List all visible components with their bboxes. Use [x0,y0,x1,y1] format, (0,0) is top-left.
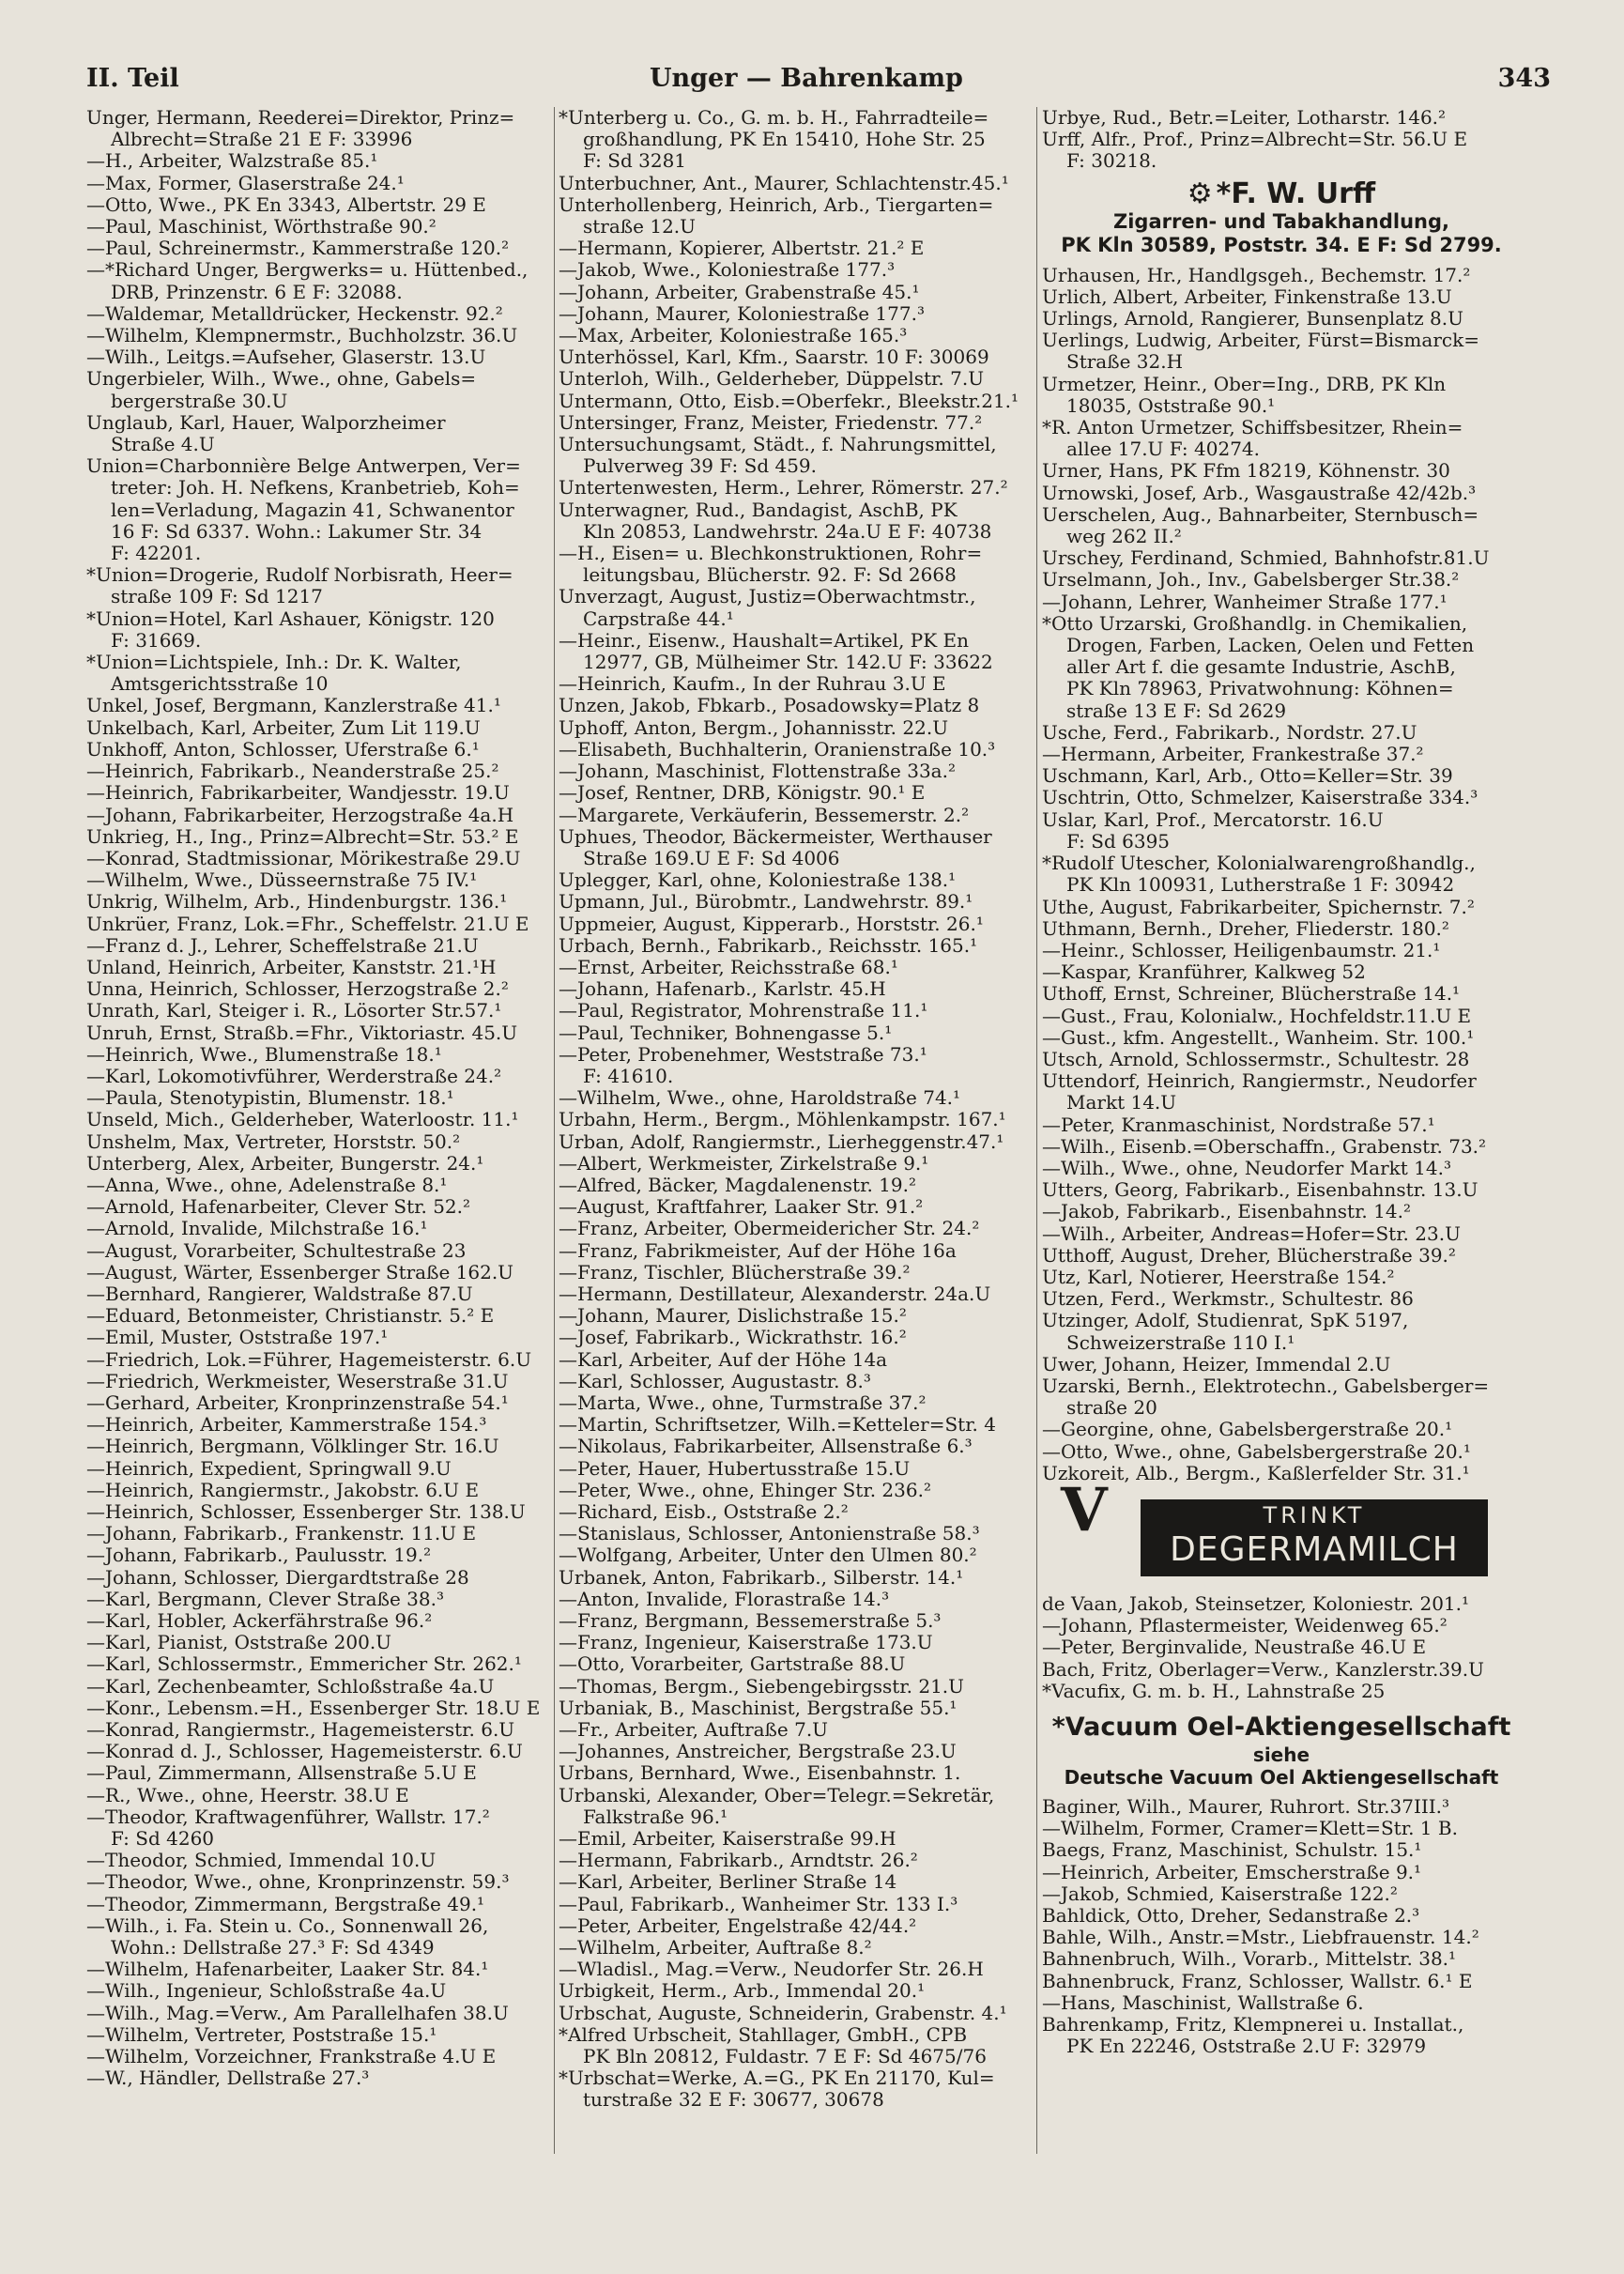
directory-entry: Amtsgerichtsstraße 10 [111,673,329,696]
page-header [86,64,1551,101]
directory-entry: Unzen, Jakob, Fbkarb., Posadowsky=Platz 8 [559,695,980,717]
directory-entry: PK Kln 78963, Privatwohnung: Köhnen= [1066,678,1454,700]
directory-entry: —Wilh., Ingenieur, Schloßstraße 4a.U [86,1980,447,2003]
directory-entry: Bahldick, Otto, Dreher, Sedanstraße 2.³ [1042,1905,1420,1928]
directory-entry: Unrath, Karl, Steiger i. R., Lösorter Str.57.¹ [86,1000,502,1022]
directory-entry: —Franz d. J., Lehrer, Scheffelstraße 21.U [86,934,479,957]
directory-entry: Unland, Heinrich, Arbeiter, Kanststr. 21.¹H [86,956,497,978]
directory-entry: —Johann, Maschinist, Flottenstraße 33a.² [559,761,956,783]
directory-entry: Urnowski, Josef, Arb., Wasgaustraße 42/42b.³ [1042,482,1477,504]
directory-entry: Urmetzer, Heinr., Ober=Ing., DRB, PK Kln [1042,373,1447,395]
directory-entry: *Vacufix, G. m. b. H., Lahnstraße 25 [1042,1680,1386,1702]
directory-entry: —Heinrich, Kaufm., In der Ruhrau 3.U E [559,673,946,696]
directory-entry: PK En 22246, Oststraße 2.U F: 32979 [1066,2036,1427,2058]
directory-entry: —Friedrich, Lok.=Führer, Hagemeisterstr. 6.U [86,1348,532,1371]
directory-entry: Uslar, Karl, Prof., Mercatorstr. 16.U [1042,808,1384,831]
directory-entry: —Georgine, ohne, Gabelsbergerstraße 20.¹ [1042,1419,1453,1441]
directory-entry: —August, Vorarbeiter, Schultestraße 23 [86,1239,467,1262]
directory-entry: Unkrig, Wilhelm, Arb., Hindenburgstr. 136.¹ [86,891,508,914]
directory-entry: Utters, Georg, Fabrikarb., Eisenbahnstr. 13.U [1042,1179,1478,1202]
milk-ad-box [1141,1499,1488,1576]
directory-entry: —Heinrich, Bergmann, Völklinger Str. 16.U [86,1436,499,1458]
directory-entry: —Karl, Lokomotivführer, Werderstraße 24.² [86,1065,502,1087]
directory-entry: —Hans, Maschinist, Wallstraße 6. [1042,1991,1364,2014]
degermamilch-advertisement [1042,1474,1521,1584]
column-3-top [1042,107,1521,173]
directory-entry: —Otto, Vorarbeiter, Gartstraße 88.U [559,1653,906,1676]
directory-entry: Unkel, Josef, Bergmann, Kanzlerstraße 41.¹ [86,695,501,717]
vacuum-ad-line2: Deutsche Vacuum Oel Aktiengesellschaft [1064,1766,1499,1789]
directory-entry: Union=Charbonnière Belge Antwerpen, Ver= [86,455,521,478]
directory-entry: Bahnenbruck, Franz, Schlosser, Wallstr. 6.¹ E [1042,1970,1473,1992]
directory-entry: —Bernhard, Rangierer, Waldstraße 87.U [86,1283,473,1305]
directory-entry: —Johann, Maurer, Koloniestraße 177.³ [559,302,925,325]
milk-ad-line1: TRINKT [1263,1501,1366,1529]
directory-entry: —Johann, Pflastermeister, Weidenweg 65.² [1042,1615,1448,1637]
directory-entry: Straße 32.H [1066,351,1184,374]
directory-entry: Unterbuchner, Ant., Maurer, Schlachtenstr.45.¹ [559,172,1009,194]
directory-entry: Markt 14.U [1066,1092,1177,1114]
directory-entry: —Franz, Arbeiter, Obermeidericher Str. 24.² [559,1218,980,1240]
directory-entry: —Alfred, Bäcker, Magdalenenstr. 19.² [559,1174,916,1196]
directory-entry: *Union=Drogerie, Rudolf Norbisrath, Heer= [86,564,513,587]
directory-entry: —Karl, Zechenbeamter, Schloßstraße 4a.U [86,1675,495,1698]
directory-entry: Urbanek, Anton, Fabrikarb., Silberstr. 14.¹ [559,1566,964,1589]
urff-ad-line1: Zigarren- und Tabakhandlung, [1113,209,1449,233]
directory-entry: Urschey, Ferdinand, Schmied, Bahnhofstr.81.U [1042,547,1490,570]
directory-entry: —*Richard Unger, Bergwerks= u. Hüttenbed., [86,259,529,282]
directory-entry: —Peter, Probenehmer, Weststraße 73.¹ [559,1043,927,1066]
directory-entry: Untertenwesten, Herm., Lehrer, Römerstr. 27.² [559,477,1008,499]
directory-entry: —Emil, Muster, Oststraße 197.¹ [86,1327,389,1349]
directory-entry: Uzarski, Bernh., Elektrotechn., Gabelsberger= [1042,1375,1490,1397]
directory-entry: —Karl, Arbeiter, Auf der Höhe 14a [559,1348,888,1371]
directory-entry: —Konrad, Stadtmissionar, Mörikestraße 29.U [86,847,521,869]
directory-entry: Urhausen, Hr., Handlgsgeh., Bechemstr. 17.² [1042,264,1471,286]
directory-entry: Schweizerstraße 110 I.¹ [1066,1331,1295,1354]
directory-entry: Pulverweg 39 F: Sd 459. [583,455,818,478]
directory-entry: F: Sd 6395 [1066,830,1171,853]
directory-entry: de Vaan, Jakob, Steinsetzer, Koloniestr. 201.¹ [1042,1592,1470,1615]
directory-entry: —Waldemar, Metalldrücker, Heckenstr. 92.² [86,302,503,325]
column-1 [86,107,601,2257]
directory-entry: —Karl, Hobler, Ackerfährstraße 96.² [86,1610,433,1633]
directory-entry: —Ernst, Arbeiter, Reichsstraße 68.¹ [559,956,898,978]
directory-entry: —Heinrich, Fabrikarb., Neanderstraße 25.² [86,761,499,783]
directory-entry: Unkrüer, Franz, Lok.=Fhr., Scheffelstr. 21.U E [86,913,529,935]
directory-entry: —Otto, Wwe., ohne, Gabelsbergerstraße 20.¹ [1042,1440,1471,1463]
directory-entry: —Hermann, Kopierer, Albertstr. 21.² E [559,238,925,260]
directory-entry: —Peter, Kranmaschinist, Nordstraße 57.¹ [1042,1114,1435,1136]
directory-entry: Uthe, August, Fabrikarbeiter, Spichernstr. 7.² [1042,896,1475,918]
directory-entry: Baegs, Franz, Maschinist, Schulstr. 15.¹ [1042,1839,1422,1862]
directory-entry: —Johann, Lehrer, Wanheimer Straße 177.¹ [1042,591,1448,613]
directory-entry: 12977, GB, Mülheimer Str. 142.U F: 33622 [583,652,993,674]
directory-entry: len=Verladung, Magazin 41, Schwanentor [111,499,514,521]
directory-entry: Uppmeier, August, Kipperarb., Horststr. 26.¹ [559,913,984,935]
directory-entry: —Johann, Schlosser, Diergardtstraße 28 [86,1566,469,1589]
directory-entry: —H., Arbeiter, Walzstraße 85.¹ [86,150,378,173]
directory-entry: —Theodor, Schmied, Immendal 10.U [86,1850,437,1872]
directory-entry: Urlich, Albert, Arbeiter, Finkenstraße 13.U [1042,285,1452,308]
urff-ad-name: *F. W. Urff [1216,177,1376,210]
directory-entry: —Kaspar, Kranführer, Kalkweg 52 [1042,961,1366,984]
directory-entry: —Wilh., Eisenb.=Oberschaffn., Grabenstr. 73.² [1042,1135,1487,1158]
gear-icon: ⚙ [1187,177,1213,210]
directory-entry: —Wilhelm, Vertreter, Poststraße 15.¹ [86,2023,437,2046]
directory-entry: Urbschat, Auguste, Schneiderin, Grabenstr. 4.¹ [559,2002,1007,2024]
directory-entry: *Otto Urzarski, Großhandlg. in Chemikalien, [1042,612,1468,635]
directory-entry: allee 17.U F: 40274. [1066,438,1261,461]
directory-entry: Usche, Ferd., Fabrikarb., Nordstr. 27.U [1042,721,1417,744]
directory-entry: Urbans, Bernhard, Wwe., Eisenbahnstr. 1. [559,1762,961,1785]
directory-entry: Urff, Alfr., Prof., Prinz=Albrecht=Str. 56.U E [1042,129,1468,151]
directory-entry: Urner, Hans, PK Ffm 18219, Köhnenstr. 30 [1042,460,1450,483]
directory-entry: —Heinrich, Expedient, Springwall 9.U [86,1457,452,1480]
directory-entry: Untersuchungsamt, Städt., f. Nahrungsmittel, [559,434,997,456]
directory-entry: Urbigkeit, Herm., Arb., Immendal 20.¹ [559,1980,926,2003]
directory-entry: Ungerbieler, Wilh., Wwe., ohne, Gabels= [86,368,477,391]
directory-entry: —Wilhelm, Hafenarbeiter, Laaker Str. 84.¹ [86,1959,489,1981]
directory-entry: Unverzagt, August, Justiz=Oberwachtmstr., [559,586,976,608]
column-divider [1036,107,1037,2154]
section-letter: V [1061,1474,1108,1545]
directory-entry: —Wilhelm, Vorzeichner, Frankstraße 4.U E [86,2046,497,2068]
directory-entry: —Josef, Fabrikarb., Wickrathstr. 16.² [559,1327,907,1349]
directory-entry: —Fr., Arbeiter, Auftraße 7.U [559,1719,829,1742]
directory-entry: Baginer, Wilh., Maurer, Ruhrort. Str.37III.³ [1042,1796,1450,1818]
directory-entry: Utthoff, August, Dreher, Blücherstraße 39.² [1042,1244,1456,1267]
directory-entry: Falkstraße 96.¹ [583,1805,728,1828]
directory-entry: —Anna, Wwe., ohne, Adelenstraße 8.¹ [86,1174,448,1196]
directory-entry: leitungsbau, Blücherstr. 92. F: Sd 2668 [583,564,957,587]
directory-entry: —Max, Former, Glaserstraße 24.¹ [86,172,405,194]
directory-entry: —Hermann, Destillateur, Alexanderstr. 24a.U [559,1283,991,1305]
directory-entry: *R. Anton Urmetzer, Schiffsbesitzer, Rhein= [1042,417,1463,439]
directory-entry: *Alfred Urbscheit, Stahllager, GmbH., CPB [559,2023,968,2046]
directory-entry: —Wilhelm, Arbeiter, Auftraße 8.² [559,1937,872,1959]
running-head: Unger — Bahrenkamp [650,64,963,93]
directory-entry: —Max, Arbeiter, Koloniestraße 165.³ [559,325,908,347]
directory-entry: —Wilhelm, Former, Cramer=Klett=Str. 1 B. [1042,1818,1458,1840]
directory-entry: —Paul, Maschinist, Wörthstraße 90.² [86,216,437,238]
directory-entry: —Johann, Fabrikarb., Frankenstr. 11.U E [86,1523,477,1545]
directory-entry: Unruh, Ernst, Straßb.=Fhr., Viktoriastr. 45.U [86,1022,518,1044]
directory-entry: *Union=Lichtspiele, Inh.: Dr. K. Walter, [86,652,462,674]
directory-entry: Bahnenbruch, Wilh., Vorarb., Mittelstr. 38.¹ [1042,1948,1457,1971]
directory-entry: *Urbschat=Werke, A.=G., PK En 21170, Kul= [559,2067,995,2090]
directory-entry: —Heinrich, Schlosser, Essenberger Str. 138.U [86,1501,526,1523]
directory-entry: Kln 20853, Landwehrstr. 24a.U E F: 40738 [583,520,992,543]
directory-entry: —Gust., Frau, Kolonialw., Hochfeldstr.11.U E [1042,1005,1472,1027]
directory-entry: —Karl, Schlossermstr., Emmericher Str. 262.¹ [86,1653,522,1676]
directory-entry: —Peter, Berginvalide, Neustraße 46.U E [1042,1636,1427,1659]
urff-advertisement [1042,178,1521,257]
directory-entry: —Paul, Fabrikarb., Wanheimer Str. 133 I.³ [559,1893,958,1915]
directory-entry: —Theodor, Zimmermann, Bergstraße 49.¹ [86,1893,485,1915]
directory-entry: —Karl, Arbeiter, Berliner Straße 14 [559,1871,897,1894]
directory-entry: —Stanislaus, Schlosser, Antonienstraße 58.³ [559,1523,980,1545]
directory-entry: Drogen, Farben, Lacken, Oelen und Fetten [1066,635,1475,657]
directory-entry: Uschtrin, Otto, Schmelzer, Kaiserstraße 334.³ [1042,787,1478,809]
column-3-low [1042,1593,1521,1702]
directory-entry: Uerschelen, Aug., Bahnarbeiter, Sternbusch= [1042,503,1479,526]
directory-entry: —Marta, Wwe., ohne, Turmstraße 37.² [559,1391,927,1414]
directory-entry: turstraße 32 E F: 30677, 30678 [583,2089,884,2112]
directory-entry: —Hermann, Fabrikarb., Arndtstr. 26.² [559,1850,918,1872]
directory-entry: —Otto, Wwe., PK En 3343, Albertstr. 29 E [86,193,486,216]
directory-entry: F: 30218. [1066,150,1157,173]
directory-entry: —Heinrich, Fabrikarbeiter, Wandjesstr. 19.U [86,782,510,805]
directory-entry: Unterloh, Wilh., Gelderheber, Düppelstr. 7.U [559,368,985,391]
directory-entry: F: 41610. [583,1065,674,1087]
directory-entry: —Peter, Arbeiter, Engelstraße 42/44.² [559,1914,917,1937]
directory-entry: —Wolfgang, Arbeiter, Unter den Ulmen 80.² [559,1544,977,1567]
directory-entry: —Wilh., Arbeiter, Andreas=Hofer=Str. 23.U [1042,1222,1461,1245]
directory-entry: straße 12.U [583,216,696,238]
directory-entry: Urbaniak, B., Maschinist, Bergstraße 55.¹ [559,1697,958,1719]
directory-entry: —Heinrich, Wwe., Blumenstraße 18.¹ [86,1043,442,1066]
directory-entry: straße 13 E F: Sd 2629 [1066,699,1287,722]
directory-entry: —Gust., kfm. Angestellt., Wanheim. Str. 100.¹ [1042,1026,1475,1049]
directory-entry: —Franz, Tischler, Blücherstraße 39.² [559,1261,911,1283]
directory-entry: Uphoff, Anton, Bergm., Johannisstr. 22.U [559,716,949,739]
directory-entry: —Eduard, Betonmeister, Christianstr. 5.² E [86,1305,495,1328]
directory-entry: —Paul, Schreinermstr., Kammerstraße 120.² [86,238,510,260]
directory-entry: F: Sd 3281 [583,150,687,173]
directory-entry: —Paul, Techniker, Bohnengasse 5.¹ [559,1022,893,1044]
directory-entry: —Konr., Lebensm.=H., Essenberger Str. 18.U E [86,1697,541,1719]
column-2 [559,107,1033,2257]
directory-entry: weg 262 II.² [1066,526,1182,548]
directory-entry: —August, Kraftfahrer, Laaker Str. 91.² [559,1196,924,1219]
directory-entry: Utsch, Arnold, Schlossermstr., Schultestr. 28 [1042,1048,1470,1070]
directory-entry: —Franz, Ingenieur, Kaiserstraße 173.U [559,1632,933,1654]
directory-entry: —Paula, Stenotypistin, Blumenstr. 18.¹ [86,1087,454,1110]
directory-entry: Bahle, Wilh., Anstr.=Mstr., Liebfrauenstr. 14.² [1042,1927,1479,1949]
directory-entry: Urbanski, Alexander, Ober=Telegr.=Sekretär, [559,1784,995,1806]
directory-entry: —Franz, Fabrikmeister, Auf der Höhe 16a [559,1239,957,1262]
directory-entry: treter: Joh. H. Nefkens, Kranbetrieb, Koh= [111,477,520,499]
directory-entry: F: 31669. [111,629,202,652]
directory-entry: großhandlung, PK En 15410, Hohe Str. 25 [583,129,986,151]
milk-ad-line2: DEGERMAMILCH [1170,1529,1459,1569]
directory-entry: Unshelm, Max, Vertreter, Horststr. 50.² [86,1130,461,1153]
directory-entry: Unkhoff, Anton, Schlosser, Uferstraße 6.¹ [86,738,480,761]
directory-entry: Unkrieg, H., Ing., Prinz=Albrecht=Str. 53.² E [86,825,519,848]
directory-entry: —Johann, Maurer, Dislichstraße 15.² [559,1305,907,1328]
directory-entry: —Heinr., Schlosser, Heiligenbaumstr. 21.¹ [1042,939,1441,961]
directory-entry: —Wilh., i. Fa. Stein u. Co., Sonnenwall 26, [86,1914,489,1937]
directory-entry: —Thomas, Bergm., Siebengebirgsstr. 21.U [559,1675,965,1698]
directory-entry: —Wilh., Mag.=Verw., Am Parallelhafen 38.U [86,2002,509,2024]
directory-entry: —Wilhelm, Klempnermstr., Buchholzstr. 36.U [86,325,518,347]
directory-entry: —Paul, Registrator, Mohrenstraße 11.¹ [559,1000,928,1022]
directory-entry: —Johannes, Anstreicher, Bergstraße 23.U [559,1741,957,1763]
directory-entry: —Heinrich, Arbeiter, Kammerstraße 154.³ [86,1414,487,1437]
directory-entry: —Konrad d. J., Schlosser, Hagemeisterstr. 6.U [86,1741,523,1763]
urff-ad-line2: PK Kln 30589, Poststr. 34. E F: Sd 2799. [1061,233,1502,256]
directory-entry: Utz, Karl, Notierer, Heerstraße 154.² [1042,1266,1395,1288]
directory-entry: —Wilhelm, Wwe., ohne, Haroldstraße 74.¹ [559,1087,961,1110]
directory-entry: 18035, Oststraße 90.¹ [1066,394,1276,417]
directory-entry: Untersinger, Franz, Meister, Friedenstr. 77.² [559,411,983,434]
directory-entry: —Wilhelm, Wwe., Düsseernstraße 75 IV.¹ [86,869,478,892]
directory-entry: Uplegger, Karl, ohne, Koloniestraße 138.¹ [559,869,957,892]
directory-entry: Straße 4.U [111,434,215,456]
vacuum-ad-siehe: siehe [1252,1744,1310,1766]
directory-entry: Unterhollenberg, Heinrich, Arb., Tiergarten= [559,193,994,216]
directory-entry: Unger, Hermann, Reederei=Direktor, Prinz= [86,107,515,129]
directory-entry: —R., Wwe., ohne, Heerstr. 38.U E [86,1784,409,1806]
directory-entry: straße 20 [1066,1397,1157,1420]
directory-entry: —Anton, Invalide, Florastraße 14.³ [559,1588,890,1610]
directory-entry: Unterwagner, Rud., Bandagist, AschB, PK [559,499,958,521]
directory-entry: Uzkoreit, Alb., Bergm., Kaßlerfelder Str. 31.¹ [1042,1462,1470,1484]
directory-entry: —Karl, Pianist, Oststraße 200.U [86,1632,392,1654]
directory-entry: —Heinrich, Arbeiter, Emscherstraße 9.¹ [1042,1861,1422,1883]
directory-entry: —Theodor, Kraftwagenführer, Wallstr. 17.² [86,1805,490,1828]
directory-entry: Unna, Heinrich, Schlosser, Herzogstraße 2.² [86,978,509,1001]
directory-entry: Carpstraße 44.¹ [583,607,734,630]
directory-entry: Unterhössel, Karl, Kfm., Saarstr. 10 F: 30069 [559,346,989,369]
directory-entry: —Karl, Schlosser, Augustastr. 8.³ [559,1370,871,1392]
directory-entry: Wohn.: Dellstraße 27.³ F: Sd 4349 [111,1937,435,1959]
directory-entry: —Heinr., Eisenw., Haushalt=Artikel, PK En [559,629,970,652]
directory-entry: —Arnold, Invalide, Milchstraße 16.¹ [86,1218,428,1240]
directory-entry: —Johann, Hafenarb., Karlstr. 45.H [559,978,886,1001]
directory-entry: —Johann, Fabrikarbeiter, Herzogstraße 4a.H [86,804,514,826]
directory-entry: straße 109 F: Sd 1217 [111,586,323,608]
directory-entry: —Margarete, Verkäuferin, Bessemerstr. 2.² [559,804,970,826]
directory-entry: —Albert, Werkmeister, Zirkelstraße 9.¹ [559,1152,929,1175]
directory-entry: Utzen, Ferd., Werkmstr., Schultestr. 86 [1042,1288,1414,1311]
directory-entry: —Jakob, Schmied, Kaiserstraße 122.² [1042,1882,1398,1905]
directory-entry: —Nikolaus, Fabrikarbeiter, Allsenstraße 6.³ [559,1436,973,1458]
page-number: 343 [1497,64,1551,93]
directory-entry: *Rudolf Utescher, Kolonialwarengroßhandlg., [1042,853,1476,875]
directory-entry: —Peter, Hauer, Hubertusstraße 15.U [559,1457,911,1480]
directory-entry: Urban, Adolf, Rangiermstr., Lierheggenstr.47.¹ [559,1130,1004,1153]
vacuum-advertisement [1042,1712,1521,1789]
directory-entry: PK Kln 100931, Lutherstraße 1 F: 30942 [1066,874,1455,897]
directory-entry: Uthoff, Ernst, Schreiner, Blücherstraße 14.¹ [1042,983,1461,1006]
directory-entry: Uttendorf, Heinrich, Rangiermstr., Neudorfer [1042,1070,1477,1093]
directory-entry: —Johann, Fabrikarb., Paulusstr. 19.² [86,1544,432,1567]
directory-entry: Uthmann, Bernh., Dreher, Fliederstr. 180.² [1042,917,1449,940]
column-3-mid [1042,265,1521,1484]
directory-entry: Untermann, Otto, Eisb.=Oberfekr., Bleekstr.21.¹ [559,390,1019,412]
directory-entry: —H., Eisen= u. Blechkonstruktionen, Rohr= [559,543,983,565]
directory-entry: Unseld, Mich., Gelderheber, Waterloostr. 11.¹ [86,1109,519,1131]
directory-entry: —Karl, Bergmann, Clever Straße 38.³ [86,1588,444,1610]
directory-entry: Bach, Fritz, Oberlager=Verw., Kanzlerstr.39.U [1042,1658,1484,1681]
directory-entry: Uschmann, Karl, Arb., Otto=Keller=Str. 39 [1042,765,1453,788]
directory-entry: —Konrad, Rangiermstr., Hagemeisterstr. 6.U [86,1719,515,1742]
directory-entry: Uphues, Theodor, Bäckermeister, Werthauser [559,825,992,848]
directory-entry: Utzinger, Adolf, Studienrat, SpK 5197, [1042,1310,1409,1332]
directory-entry: —Richard, Eisb., Oststraße 2.² [559,1501,849,1523]
directory-entry: bergerstraße 30.U [111,390,288,412]
directory-entry: *Unterberg u. Co., G. m. b. H., Fahrradteile= [559,107,989,129]
directory-entry: *Union=Hotel, Karl Ashauer, Königstr. 120 [86,607,495,630]
directory-entry: Urbach, Bernh., Fabrikarb., Reichsstr. 165.¹ [559,934,978,957]
directory-entry: PK Bln 20812, Fuldastr. 7 E F: Sd 4675/76 [583,2046,987,2068]
directory-entry: F: 42201. [111,543,202,565]
directory-entry: —Johann, Arbeiter, Grabenstraße 45.¹ [559,281,920,303]
directory-entry: Bahrenkamp, Fritz, Klempnerei u. Installat., [1042,2014,1464,2036]
directory-entry: DRB, Prinzenstr. 6 E F: 32088. [111,281,403,303]
directory-entry: —Martin, Schriftsetzer, Wilh.=Ketteler=Str. 4 [559,1414,996,1437]
directory-entry: —Elisabeth, Buchhalterin, Oranienstraße 10.³ [559,738,996,761]
directory-entry: Straße 169.U E F: Sd 4006 [583,847,840,869]
directory-entry: —Josef, Rentner, DRB, Königstr. 90.¹ E [559,782,926,805]
directory-entry: Urselmann, Joh., Inv., Gabelsberger Str.38.² [1042,569,1460,592]
directory-entry: —Peter, Wwe., ohne, Ehinger Str. 236.² [559,1479,931,1501]
directory-entry: —Wilh., Leitgs.=Aufseher, Glaserstr. 13.U [86,346,486,369]
column-3 [1042,107,1521,2257]
directory-entry: Unkelbach, Karl, Arbeiter, Zum Lit 119.U [86,716,481,739]
directory-entry: —Jakob, Fabrikarb., Eisenbahnstr. 14.² [1042,1201,1411,1223]
section-label: II. Teil [86,64,179,93]
directory-entry: Unglaub, Karl, Hauer, Walporzheimer [86,411,446,434]
directory-entry: Urbahn, Herm., Bergm., Möhlenkampstr. 167.¹ [559,1109,1006,1131]
directory-entry: —Franz, Bergmann, Bessemerstraße 5.³ [559,1610,942,1633]
directory-entry: aller Art f. die gesamte Industrie, AschB, [1066,656,1456,679]
directory-entry: —Friedrich, Werkmeister, Weserstraße 31.U [86,1370,509,1392]
vacuum-ad-name: *Vacuum Oel-Aktiengesellschaft [1051,1713,1511,1742]
directory-entry: Urlings, Arnold, Rangierer, Bunsenplatz 8.U [1042,308,1463,330]
directory-entry: —Emil, Arbeiter, Kaiserstraße 99.H [559,1828,896,1851]
directory-entry: 16 F: Sd 6337. Wohn.: Lakumer Str. 34 [111,520,483,543]
directory-entry: Unterberg, Alex, Arbeiter, Bungerstr. 24.¹ [86,1152,484,1175]
directory-entry: Uerlings, Ludwig, Arbeiter, Fürst=Bismarck= [1042,330,1479,352]
directory-entry: —August, Wärter, Essenberger Straße 162.U [86,1261,514,1283]
directory-entry: Albrecht=Straße 21 E F: 33996 [111,129,413,151]
directory-entry: —Theodor, Wwe., ohne, Kronprinzenstr. 59.³ [86,1871,510,1894]
directory-entry: Urbye, Rud., Betr.=Leiter, Lotharstr. 146.² [1042,107,1447,129]
directory-entry: —Wilh., Wwe., ohne, Neudorfer Markt 14.³ [1042,1157,1451,1179]
directory-entry: Upmann, Jul., Bürobmtr., Landwehrstr. 89.¹ [559,891,973,914]
directory-entry: —Jakob, Wwe., Koloniestraße 177.³ [559,259,896,282]
directory-entry: —Hermann, Arbeiter, Frankestraße 37.² [1042,744,1424,766]
directory-entry: Uwer, Johann, Heizer, Immendal 2.U [1042,1353,1391,1375]
directory-entry: —Paul, Zimmermann, Allsenstraße 5.U E [86,1762,477,1785]
directory-entry: —Wladisl., Mag.=Verw., Neudorfer Str. 26.H [559,1959,984,1981]
directory-entry: —Gerhard, Arbeiter, Kronprinzenstraße 54.¹ [86,1391,509,1414]
directory-entry: —Arnold, Hafenarbeiter, Clever Str. 52.² [86,1196,471,1219]
directory-entry: F: Sd 4260 [111,1828,215,1851]
directory-entry: —W., Händler, Dellstraße 27.³ [86,2067,370,2090]
directory-entry: —Heinrich, Rangiermstr., Jakobstr. 6.U E [86,1479,480,1501]
column-3-bottom [1042,1796,1521,2057]
